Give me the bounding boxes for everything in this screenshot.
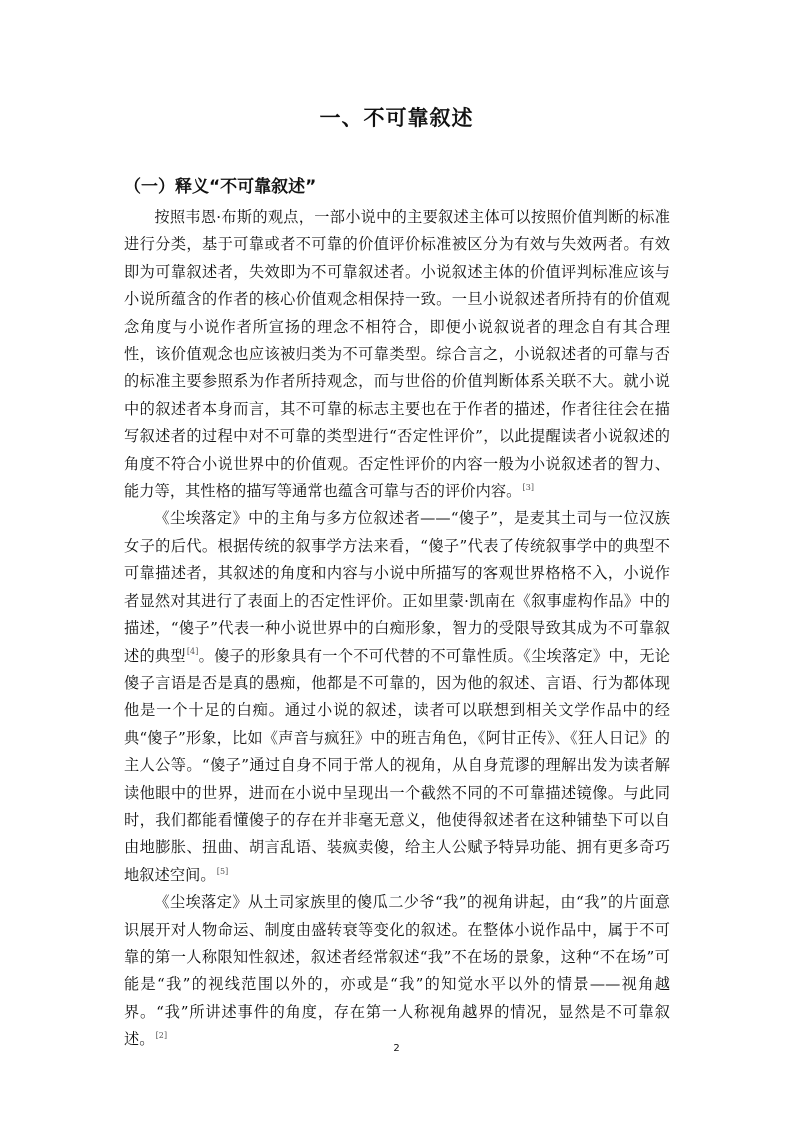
body-text: [124, 204, 670, 1054]
paragraph-1: [124, 204, 670, 505]
page-number: 2: [393, 1043, 400, 1054]
section-title: （一）释义“不可靠叙述”: [124, 177, 317, 197]
paragraph-2: [124, 505, 670, 889]
citation-marker: [3]: [522, 483, 535, 492]
paragraph-2-text: 《尘埃落定》中的主角与多方位叙述者——“傻子”，是麦其土司与一位汉族女子的后代。根据传统的叙事学方法来看，“傻子”代表了传统叙事学中的典型不可靠描述者，其叙述的角度和内容与小说中所描写的客观世界格格不入，小说作者显然对其进行了表面上的否定性评价。正如里蒙·凯南在《叙事虚构作品》中的描述，“傻子”代表一种小说世界中的白痴形象，智力的受限导致其成为不可靠叙述的典型: [124, 509, 670, 665]
citation-marker: [4]: [186, 647, 199, 657]
chapter-title: 一、不可靠叙述: [319, 106, 474, 130]
paragraph-3-text: 《尘埃落定》从土司家族里的傻瓜二少爷“我”的视角讲起，由“我”的片面意识展开对人物命运、制度由盛转衰等变化的叙述。在整体小说作品中，属于不可靠的第一人称限知性叙述，叙述者经常叙述“我”不在场的景象，这种“不在场”可能是“我”的视线范围以外的，亦或是“我”的知觉水平以外的情景——视角越界。“我”所讲述事件的角度，存在第一人称视角越界的情况，显然是不可靠叙述。: [124, 893, 670, 1049]
paragraph-2-text-continued: 。傻子的形象具有一个不可代替的不可靠性质。《尘埃落定》中，无论傻子言语是否是真的愚痴，他都是不可靠的，因为他的叙述、言语、行为都体现他是一个十足的白痴。通过小说的叙述，读者可以联想到相关文学作品中的经典“傻子”形象，比如《声音与疯狂》中的班吉角色，《阿甘正传》、《狂人日记》的主人公等。“傻子”通过自身不同于常人的视角，从自身荒谬的理解出发为读者解读他眼中的世界，进而在小说中呈现出一个截然不同的不可靠描述镜像。与此同时，我们都能看懂傻子的存在并非毫无意义，他使得叙述者在这种铺垫下可以自由地膨胀、扭曲、胡言乱语、装疯卖傻，给主人公赋予特异功能、拥有更多奇巧地叙述空间。: [124, 646, 670, 884]
citation-marker: [5]: [216, 866, 229, 876]
paragraph-1-text: 按照韦恩·布斯的观点，一部小说中的主要叙述主体可以按照价值判断的标准进行分类，基于可靠或者不可靠的价值评价标准被区分为有效与失效两者。有效即为可靠叙述者，失效即为不可靠叙述者。小说叙述主体的价值评判标准应该与小说所蕴含的作者的核心价值观念相保持一致。一旦小说叙述者所持有的价值观念角度与小说作者所宣扬的理念不相符合，即便小说叙说者的理念自有其合理性，该价值观念也应该被归类为不可靠类型。综合言之，小说叙述者的可靠与否的标准主要参照系为作者所持观念，而与世俗的价值判断体系关联不大。就小说中的叙述者本身而言，其不可靠的标志主要也在于作者的描述，作者往往会在描写叙述者的过程中对不可靠的类型进行“否定性评价”，以此提醒读者小说叙述的角度不符合小说世界中的价值观。否定性评价的内容一般为小说叙述者的智力、能力等，其性格的描写等通常也蕴含可靠与否的评价内容。: [124, 208, 670, 501]
citation-marker: [2]: [155, 1031, 168, 1041]
paragraph-3: [124, 889, 670, 1053]
